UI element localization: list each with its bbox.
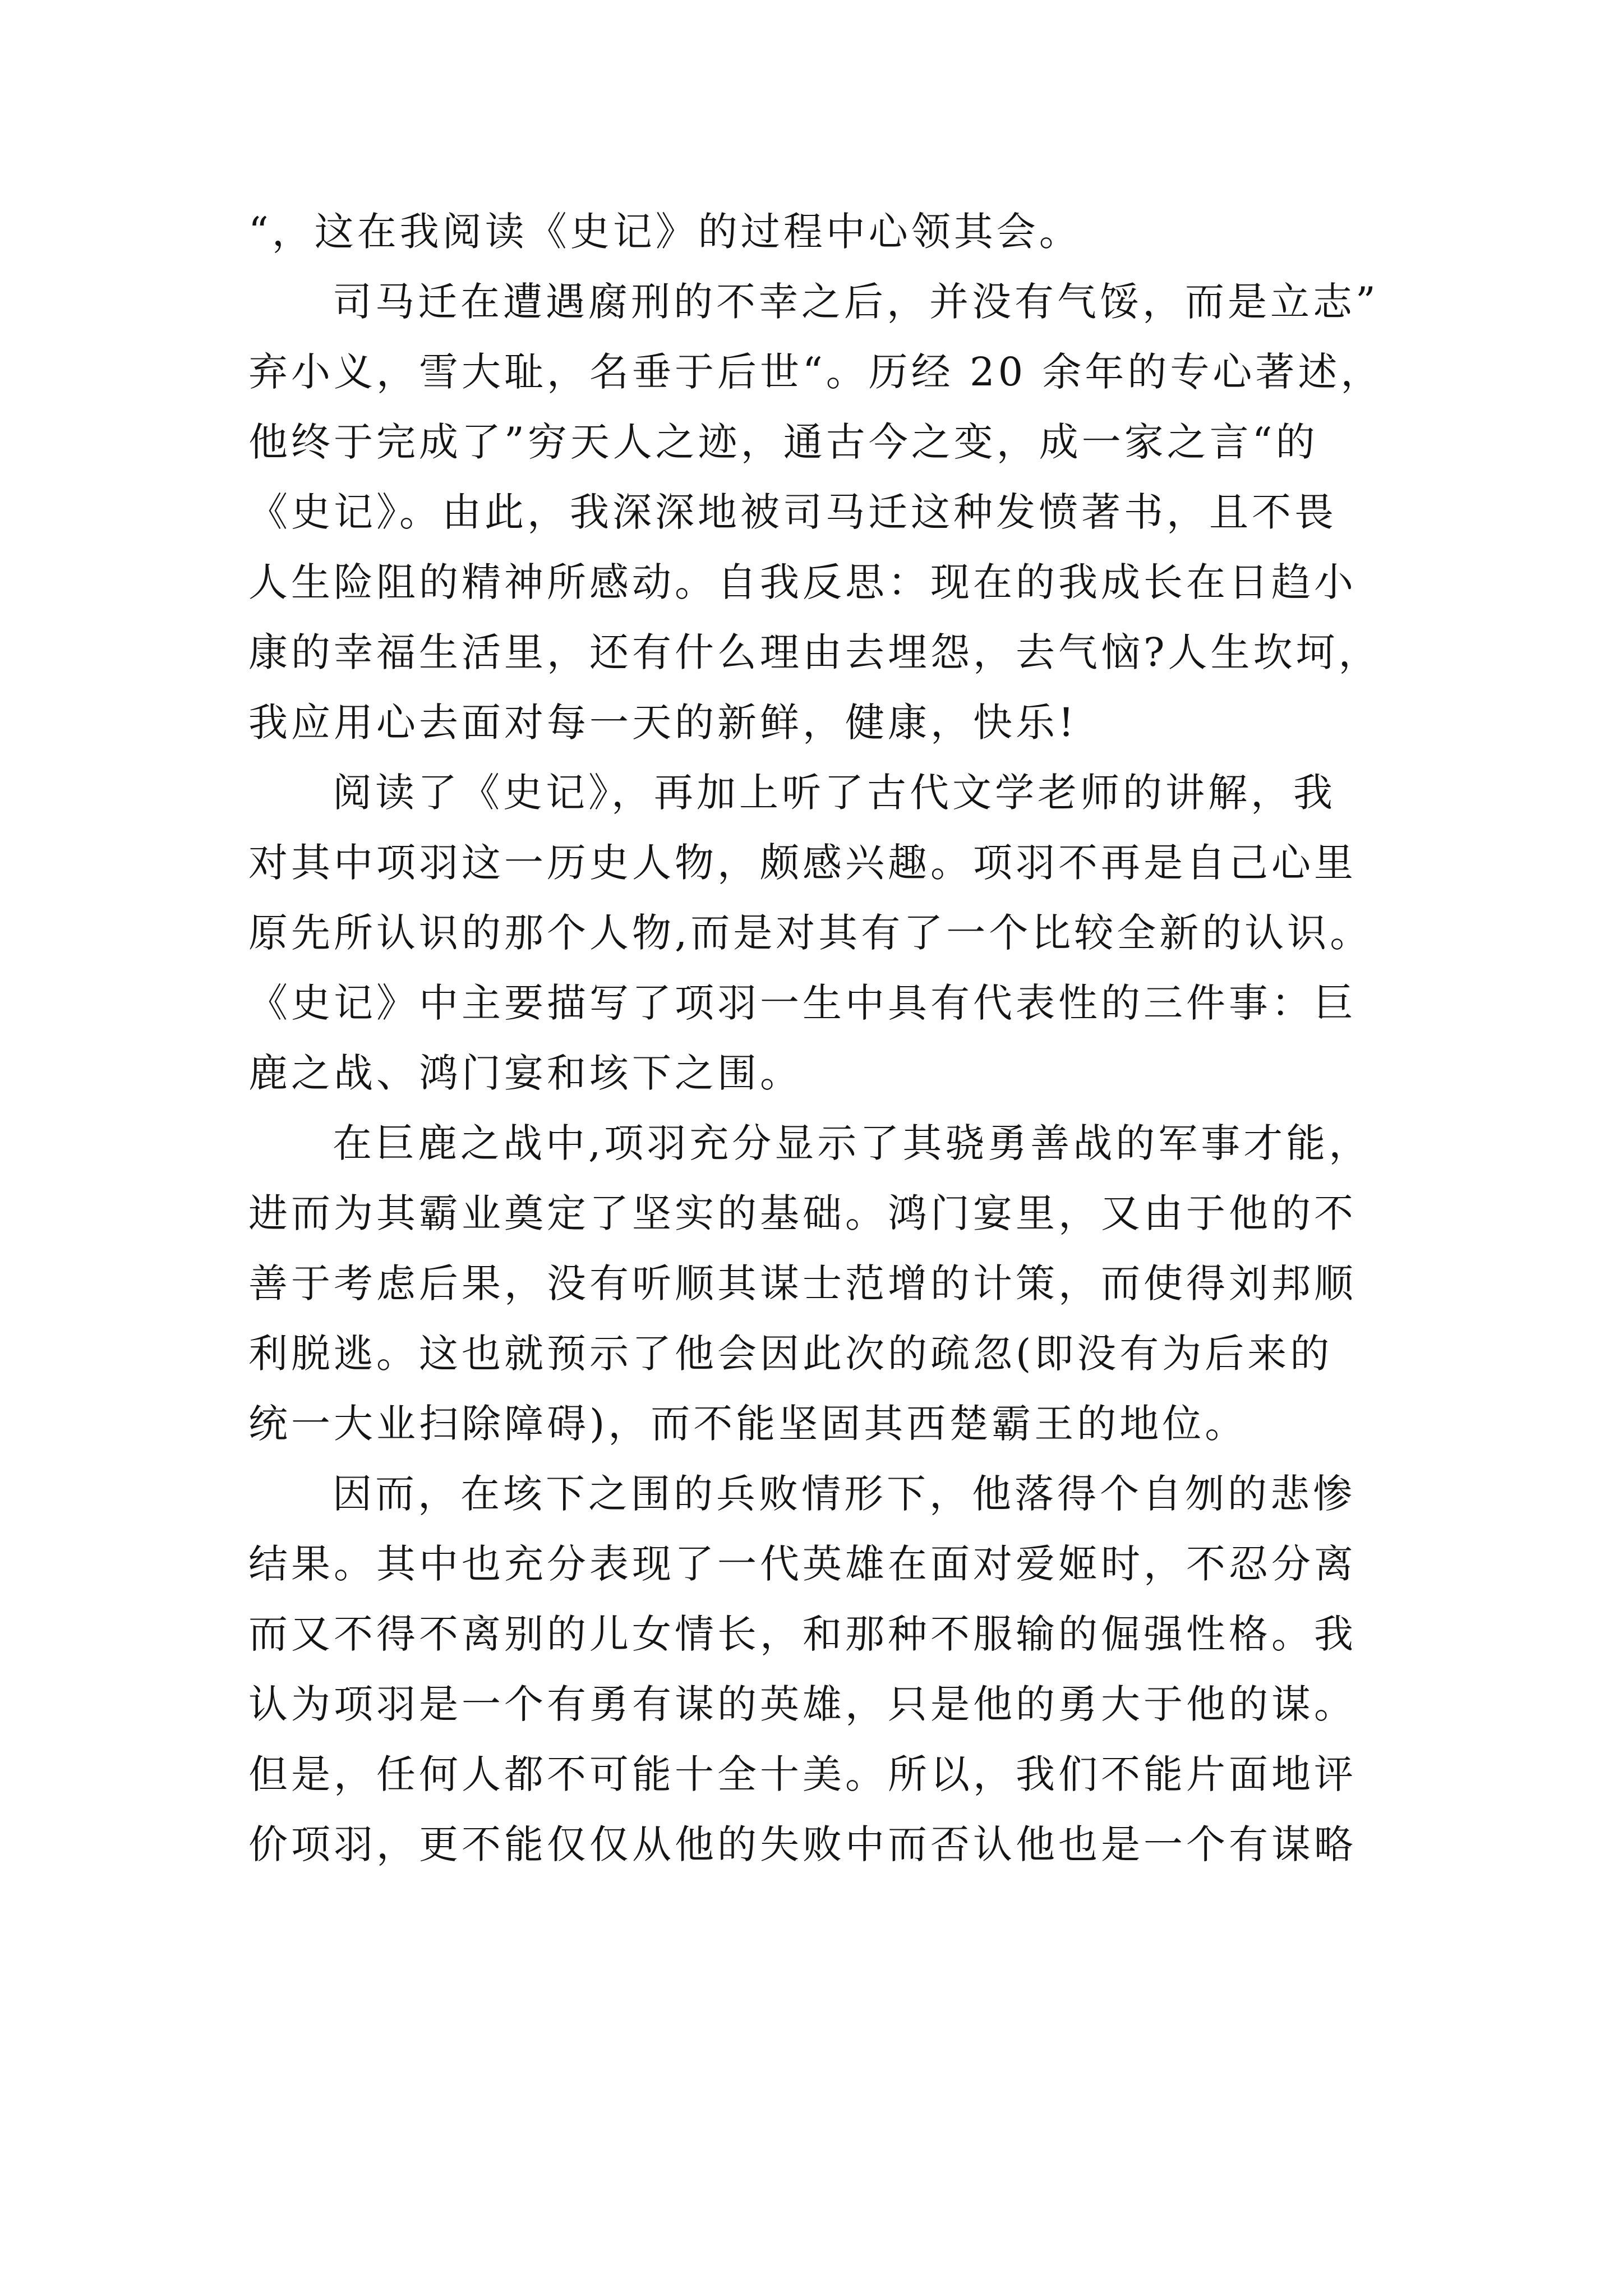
paragraph-start-line: 司马迁在遭遇腐刑的不幸之后，并没有气馁，而是立志” <box>333 279 1379 325</box>
text-line: 进而为其霸业奠定了坚实的基础。鸿门宴里，又由于他的不 <box>248 1190 1357 1236</box>
text-line: 价项羽，更不能仅仅从他的失败中而否认他也是一个有谋略 <box>248 1821 1357 1867</box>
paragraph-start-line: 阅读了《史记》，再加上听了古代文学老师的讲解，我 <box>333 770 1336 816</box>
text-line: 认为项羽是一个有勇有谋的英雄，只是他的勇大于他的谋。 <box>248 1681 1357 1727</box>
text-line: 对其中项羽这一历史人物，颇感兴趣。项羽不再是自己心里 <box>248 840 1357 886</box>
text-line: 《史记》中主要描写了项羽一生中具有代表性的三件事：巨 <box>248 980 1357 1026</box>
text-line: 他终于完成了”穷天人之迹，通古今之变，成一家之言“的 <box>248 419 1318 465</box>
paragraph-start-line: 因而，在垓下之围的兵败情形下，他落得个自刎的悲惨 <box>333 1471 1355 1517</box>
text-line: 我应用心去面对每一天的新鲜，健康，快乐! <box>248 700 1078 746</box>
text-line: 人生险阻的精神所感动。自我反思：现在的我成长在日趋小 <box>248 559 1357 605</box>
text-line: “，这在我阅读《史记》的过程中心领其会。 <box>248 209 1082 255</box>
text-line: 利脱逃。这也就预示了他会因此次的疏忽(即没有为后来的 <box>248 1331 1333 1377</box>
text-line: 统一大业扫除障碍)，而不能坚固其西楚霸王的地位。 <box>248 1401 1248 1447</box>
text-line: 弃小义，雪大耻，名垂于后世“。历经 20 余年的专心著述， <box>248 349 1384 395</box>
paragraph-start-line: 在巨鹿之战中,项羽充分显示了其骁勇善战的军事才能， <box>333 1120 1372 1166</box>
text-line: 《史记》。由此，我深深地被司马迁这种发愤著书，且不畏 <box>248 489 1337 535</box>
text-line: 但是，任何人都不可能十全十美。所以，我们不能片面地评 <box>248 1751 1357 1797</box>
text-line: 康的幸福生活里，还有什么理由去埋怨，去气恼?人生坎坷， <box>248 629 1381 675</box>
text-line: 而又不得不离别的儿女情长，和那种不服输的倔强性格。我 <box>248 1611 1357 1657</box>
text-line: 结果。其中也充分表现了一代英雄在面对爱姬时，不忍分离 <box>248 1541 1357 1587</box>
text-line: 原先所认识的那个人物,而是对其有了一个比较全新的认识。 <box>248 910 1373 956</box>
text-line: 鹿之战、鸿门宴和垓下之围。 <box>248 1050 803 1096</box>
text-line: 善于考虑后果，没有听顺其谋士范增的计策，而使得刘邦顺 <box>248 1260 1357 1306</box>
